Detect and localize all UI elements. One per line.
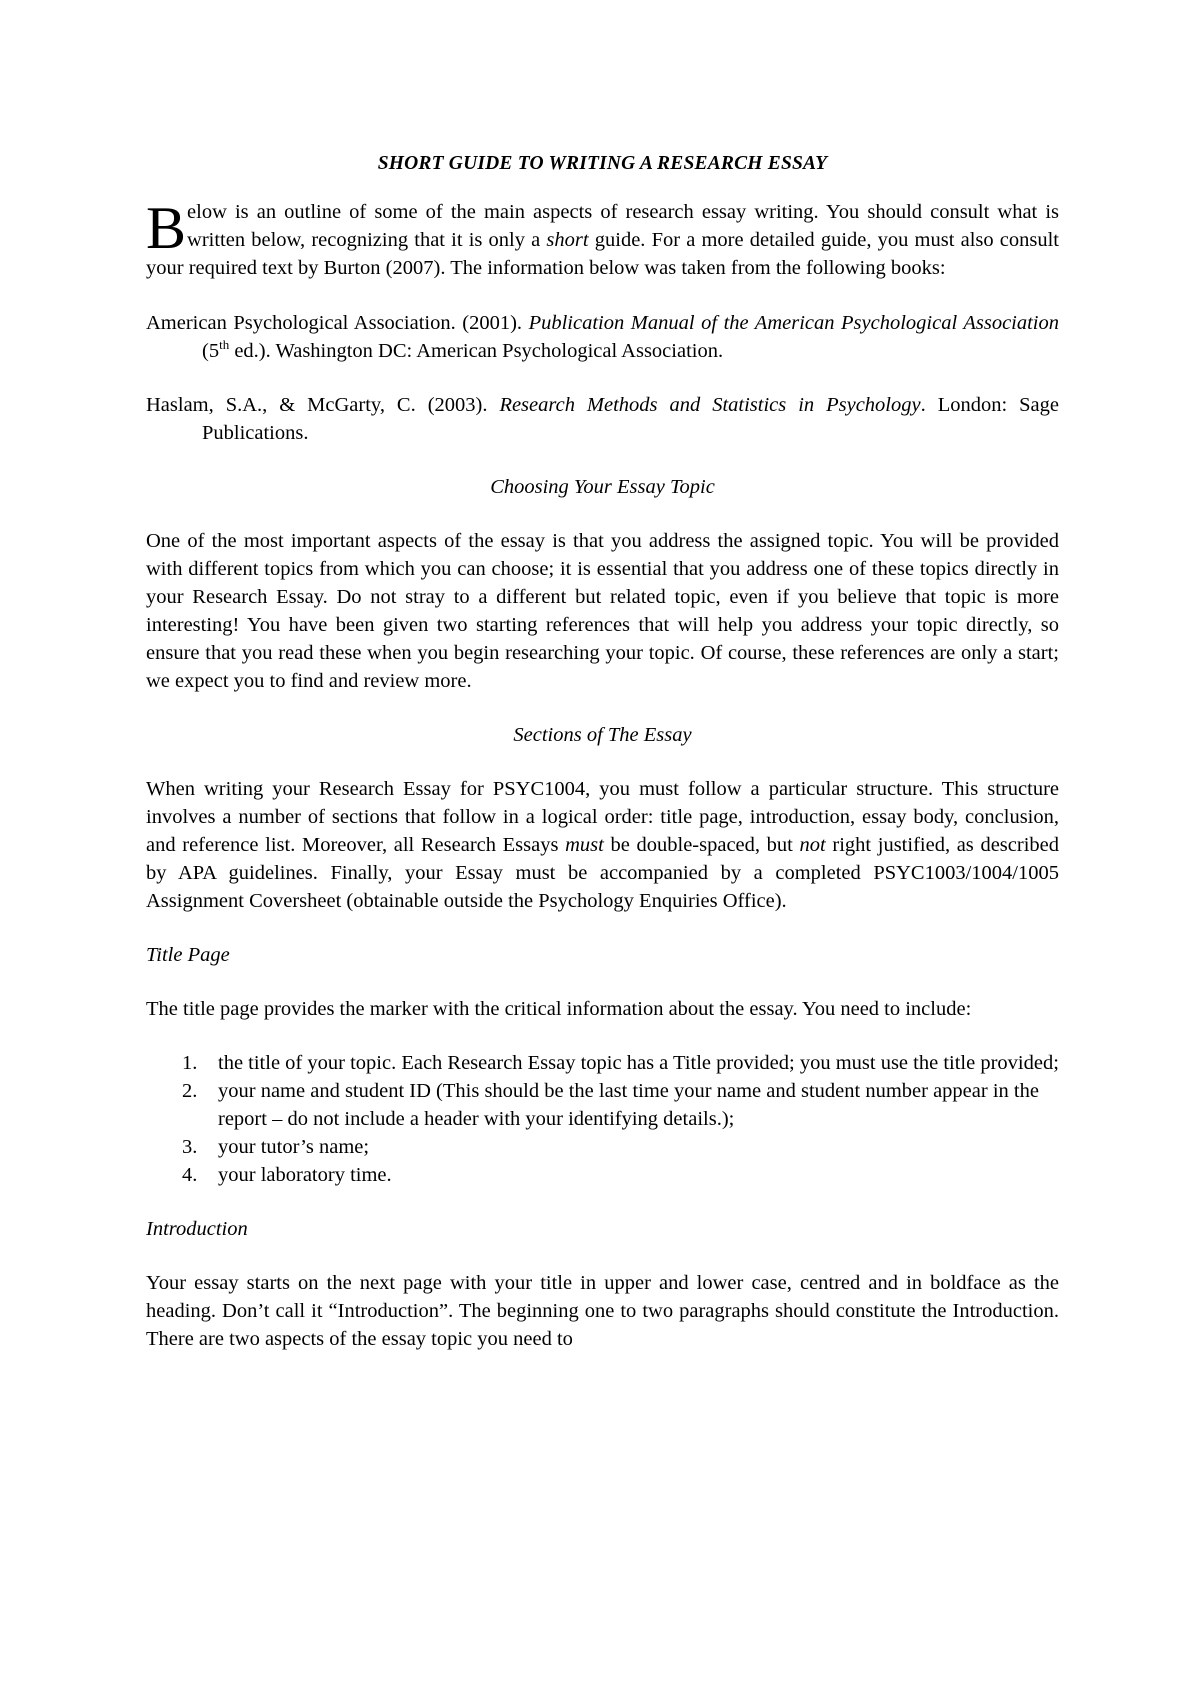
reference-edition-suffix: th (219, 337, 230, 353)
intro-text-2: guide. For a more detailed guide, you must also consult your required text by Burton (2007). The information below was taken from the following books: (146, 229, 1059, 279)
intro-emphasis: short (546, 229, 589, 251)
introduction-paragraph: Your essay starts on the next page with your title in upper and lower case, centred and in boldface as the heading. Don’t call it “Introduction”. The beginning one to two paragraphs should constitute the Introduction. There are two aspects of the essay topic you need to (146, 1272, 1059, 1350)
list-item (146, 1161, 1059, 1189)
reference-work-title: Publication Manual of the American Psychological Association (528, 312, 1060, 334)
list-item-text: your name and student ID (This should be the last time your name and student number appear in the report – do not include a header with your identifying details.); (218, 1080, 1039, 1130)
sections-text-2: be double-spaced, but (603, 834, 800, 856)
list-item (146, 1133, 1059, 1161)
title-page-paragraph: The title page provides the marker with the critical information about the essay. You need to include: (146, 998, 972, 1020)
title-page-list (146, 1049, 1059, 1189)
section-heading-topic: Choosing Your Essay Topic (490, 476, 715, 498)
document-title: SHORT GUIDE TO WRITING A RESEARCH ESSAY (377, 153, 828, 174)
sections-paragraph (146, 775, 1059, 915)
section-heading-title-page: Title Page (146, 944, 230, 966)
reference-author: Haslam, S.A., & McGarty, C. (2003). (146, 394, 500, 416)
sections-emphasis-not: not (799, 834, 826, 856)
document-content (146, 150, 1059, 1353)
intro-paragraph (146, 195, 1059, 282)
list-item-text: your tutor’s name; (218, 1136, 370, 1158)
drop-cap: B (146, 195, 187, 261)
list-item-number: 3. (182, 1136, 198, 1158)
sections-text-1: When writing your Research Essay for PSYC1004, you must follow a particular structure. This structure involves a number of sections that follow in a logical order: title page, introduction, essay body, conclusion, and reference list. Moreover, all Research Essays (146, 778, 1059, 856)
list-item (146, 1077, 1059, 1133)
intro-text-1: elow is an outline of some of the main aspects of research essay writing. You should consult what is written below, recognizing that it is only a (187, 201, 1059, 251)
list-item-number: 4. (182, 1164, 198, 1186)
reference-publisher: ed.). Washington DC: American Psychological Association. (229, 340, 724, 362)
list-item-number: 1. (182, 1052, 198, 1074)
reference-entry (146, 391, 1059, 447)
reference-author: American Psychological Association. (2001). (146, 312, 529, 334)
reference-publisher: . London: Sage Publications. (202, 394, 1059, 444)
topic-paragraph: One of the most important aspects of the essay is that you address the assigned topic. You will be provided with different topics from which you can choose; it is essential that you address one of these topics directly in your Research Essay. Do not stray to a different but related topic, even if you believe that topic is more interesting! You have been given two starting references that will help you address your topic directly, so ensure that you read these when you begin researching your topic. Of course, these references are only a start; we expect you to find and review more. (146, 530, 1059, 692)
reference-edition: (5 (202, 340, 220, 362)
list-item-number: 2. (182, 1080, 198, 1102)
reference-entry (146, 309, 1059, 365)
sections-emphasis-must: must (565, 834, 604, 856)
section-heading-sections: Sections of The Essay (513, 724, 692, 746)
sections-text-3: right justified, as described by APA guidelines. Finally, your Essay must be accompanied by a completed PSYC1003/1004/1005 Assignment Coversheet (obtainable outside the Psychology Enquiries Office). (146, 834, 1059, 912)
list-item-text: the title of your topic. Each Research Essay topic has a Title provided; you must use the title provided; (218, 1052, 1059, 1074)
list-item (146, 1049, 1059, 1077)
section-heading-introduction: Introduction (146, 1218, 248, 1240)
list-item-text: your laboratory time. (218, 1164, 392, 1186)
reference-work-title: Research Methods and Statistics in Psychology (499, 394, 921, 416)
